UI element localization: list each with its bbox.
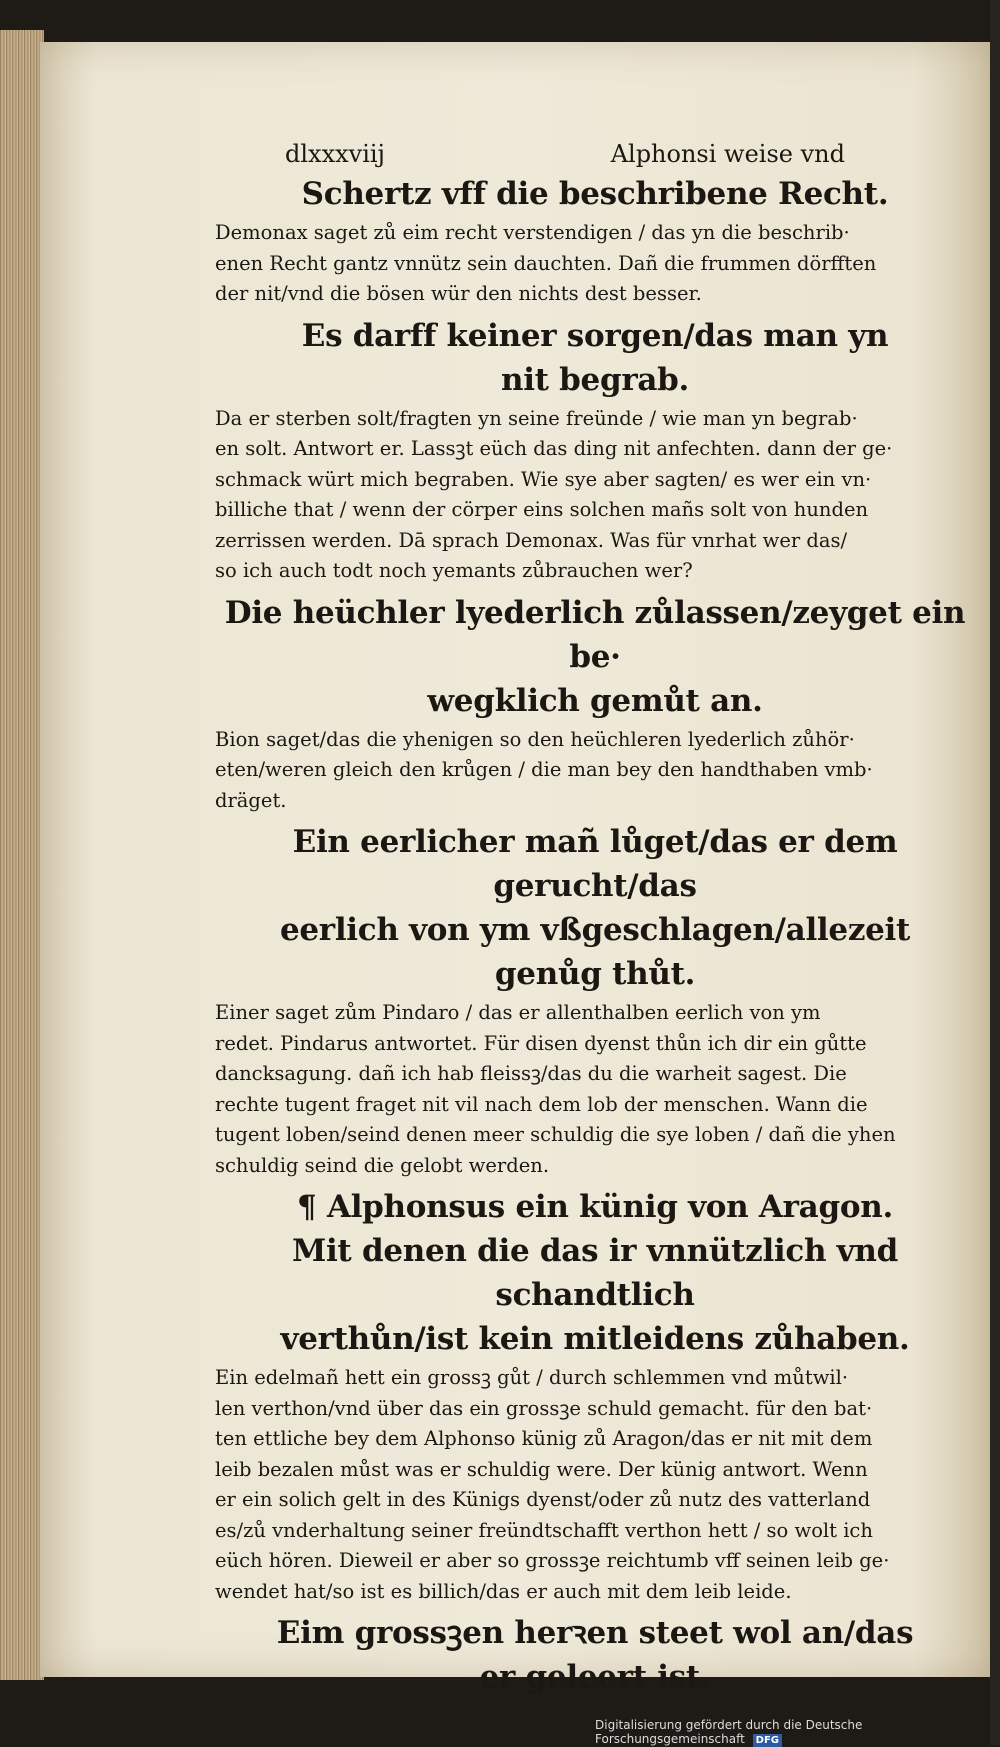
heading-line: genůg thůt. xyxy=(494,956,696,992)
paragraph-line: en solt. Antwort er. Lassꝫt eüch das ding nit anfechten. dann der ge· xyxy=(215,437,893,460)
footer-credit xyxy=(595,1718,1000,1747)
heading-line: verthůn/ist kein mitleidens zůhaben. xyxy=(280,1321,910,1357)
paragraph-line: ten ettliche bey dem Alphonso künig zů Aragon/das er nit mit dem xyxy=(215,1427,873,1450)
paragraph-line: leib bezalen můst was er schuldig were. Der künig antwort. Wenn xyxy=(215,1457,868,1481)
paragraph-line: eten/weren gleich den krůgen / die man bey den handthaben vmb· xyxy=(215,758,873,781)
section-paragraph xyxy=(215,404,975,587)
paragraph-line: so ich auch todt noch yemants zůbrauchen wer? xyxy=(215,559,693,582)
heading-line: Schertz vff die beschribene Recht. xyxy=(301,176,889,212)
paragraph-line: tugent loben/seind denen meer schuldig die sye loben / dañ die yhen xyxy=(215,1123,896,1146)
heading-line: er geleert ist. xyxy=(479,1659,711,1695)
heading-line: eerlich von ym vßgeschlagen/allezeit xyxy=(279,912,911,948)
heading-line: ¶ Alphonsus ein künig von Aragon. xyxy=(297,1189,893,1225)
heading-line: Die heüchler lyederlich zůlassen/zeyget ein be· xyxy=(224,594,966,675)
running-title: Alphonsi weise vnd xyxy=(610,140,845,168)
section-paragraph xyxy=(215,725,975,817)
heading-line: Ein eerlicher mañ lůget/das er dem gerucht/das xyxy=(292,824,898,904)
section-heading xyxy=(215,1611,975,1699)
paragraph-line: billiche that / wenn der cörper eins solchen mañs solt von hunden xyxy=(215,498,869,521)
heading-line: nit begrab. xyxy=(500,361,690,398)
paragraph-line: len verthon/vnd über das ein grossꝫe schuld gemacht. für den bat· xyxy=(215,1396,873,1420)
paragraph-line: enen Recht gantz vnnütz sein dauchten. Dañ die frummen dörfften xyxy=(215,251,877,275)
paragraph-line: Bion saget/das die yhenigen so den heüchleren lyederlich zůhör· xyxy=(215,727,855,751)
sections-container xyxy=(215,172,975,1699)
section-heading xyxy=(215,314,975,402)
paragraph-line: dancksagung. dañ ich hab fleissꝫ/das du die warheit sagest. Die xyxy=(215,1062,847,1085)
scan-background xyxy=(990,0,1000,1745)
section-heading xyxy=(215,172,975,216)
dfg-logo: DFG xyxy=(753,1734,782,1747)
running-header xyxy=(285,140,845,168)
paragraph-line: schuldig seind die gelobt werden. xyxy=(215,1153,550,1177)
paragraph-line: eüch hören. Dieweil er aber so grossꝫe reichtumb vff seinen leib ge· xyxy=(215,1549,890,1572)
paragraph-line: schmack würt mich begraben. Wie sye aber sagten/ es wer ein vn· xyxy=(215,467,872,491)
section-heading xyxy=(215,820,975,996)
heading-line: Es darff keiner sorgen/das man yn xyxy=(301,317,889,354)
credit-text: Digitalisierung gefördert durch die Deutsche Forschungsgemeinschaft xyxy=(595,1718,863,1746)
heading-line: wegklich gemůt an. xyxy=(427,682,763,719)
heading-line: Mit denen die das ir vnnützlich vnd schandtlich xyxy=(291,1233,899,1313)
paragraph-line: zerrissen werden. Dā sprach Demonax. Was für vnrhat wer das/ xyxy=(215,528,848,552)
paragraph-line: Demonax saget zů eim recht verstendigen / das yn die beschrib· xyxy=(215,221,850,244)
paragraph-line: es/zů vnderhaltung seiner freündtschafft verthon hett / so wolt ich xyxy=(215,1518,873,1542)
paragraph-line: rechte tugent fraget nit vil nach dem lob der menschen. Wann die xyxy=(215,1092,868,1116)
paragraph-line: Einer saget zům Pindaro / das er allenthalben eerlich von ym xyxy=(215,1001,821,1024)
book-page-edges xyxy=(0,30,44,1680)
page-text xyxy=(215,140,975,1701)
section-heading xyxy=(215,591,975,723)
paragraph-line: dräget. xyxy=(215,788,287,812)
paragraph-line: er ein solich gelt in des Künigs dyenst/oder zů nutz des vatterland xyxy=(215,1488,871,1511)
section-paragraph xyxy=(215,998,975,1181)
paragraph-line: Da er sterben solt/fragten yn seine freünde / wie man yn begrab· xyxy=(215,406,858,430)
section-paragraph xyxy=(215,1363,975,1607)
paragraph-line: wendet hat/so ist es billich/das er auch mit dem leib leide. xyxy=(215,1579,792,1603)
folio-number: dlxxxviij xyxy=(285,140,385,168)
heading-line: Eim grossꝫen herꝛen steet wol an/das xyxy=(276,1615,914,1651)
paragraph-line: redet. Pindarus antwortet. Für disen dyenst thůn ich dir ein gůtte xyxy=(215,1031,867,1055)
paragraph-line: Ein edelmañ hett ein grossꝫ gůt / durch schlemmen vnd můtwil· xyxy=(215,1366,849,1389)
section-heading xyxy=(215,1185,975,1361)
section-paragraph xyxy=(215,218,975,310)
paragraph-line: der nit/vnd die bösen wür den nichts dest besser. xyxy=(215,282,702,305)
